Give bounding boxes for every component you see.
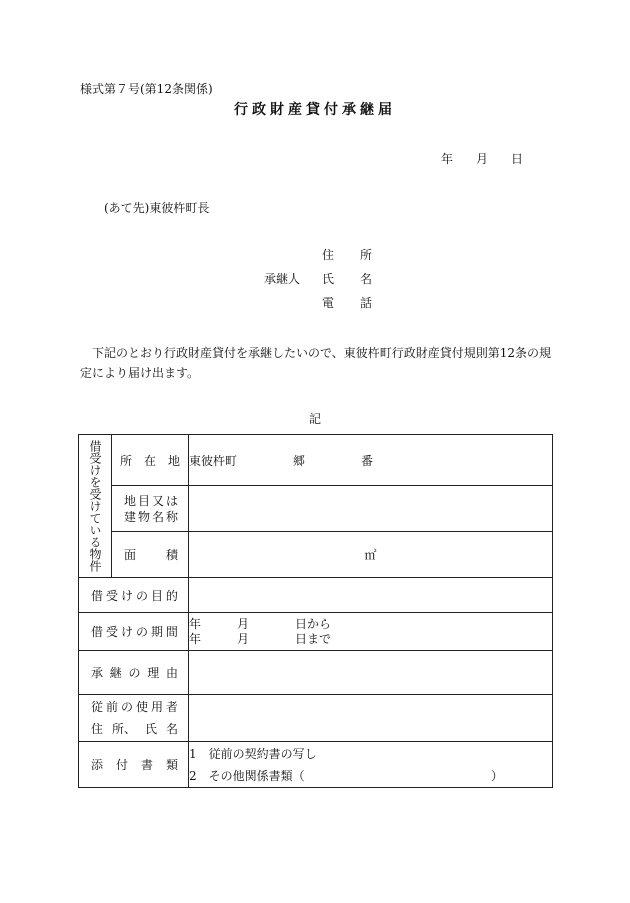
row-location: [79, 435, 553, 486]
group-label: 借受けを受けている物件: [88, 440, 102, 572]
date-day: 日: [511, 152, 524, 166]
attachment-item-2: 2 その他関係書類（ ）: [189, 768, 503, 783]
row-reason: [79, 651, 553, 695]
location-value[interactable]: [189, 435, 553, 486]
ki-heading: 記: [308, 412, 321, 426]
land-category-value[interactable]: [189, 486, 553, 532]
area-value[interactable]: [189, 532, 553, 578]
attachment-item-1: 1 従前の契約書の写し: [189, 746, 317, 761]
row-previous-user: [79, 695, 553, 742]
applicant-block: [264, 243, 372, 315]
body-text: 下記のとおり行政財産貸付を承継したいので、東彼杵町行政財産貸付規則第12条の規定により届け出ます。: [80, 346, 552, 380]
reason-label: 承 継 の 理 由: [79, 651, 189, 695]
document-title: 行政財産貸付承継届: [234, 102, 396, 118]
row-purpose: [79, 578, 553, 613]
group-label-cell: [79, 435, 112, 578]
date-month: 月: [476, 152, 489, 166]
area-label: 面 積: [112, 532, 189, 578]
previous-user-value[interactable]: [189, 695, 553, 742]
location-ban: 番: [361, 453, 374, 468]
row-attachments: [79, 742, 553, 788]
location-go: 郷: [293, 453, 306, 468]
successor-label: 承継人: [264, 272, 301, 286]
land-category-label: 地 目 又 は 建 物 名 称: [112, 486, 189, 532]
name-label: 氏 名: [322, 272, 372, 286]
location-label: 所 在 地: [112, 435, 189, 486]
attachments-label: 添 付 書 類: [79, 742, 189, 788]
form-number: 様式第７号(第12条関係): [80, 82, 213, 96]
property-table: [78, 434, 553, 788]
purpose-label: 借 受 け の 目 的: [79, 578, 189, 613]
area-unit: ㎡: [364, 548, 377, 562]
location-town: 東彼杵町: [189, 453, 238, 468]
phone-label: 電 話: [322, 296, 372, 310]
row-land-category: [79, 486, 553, 532]
addressee: (あて先)東彼杵町長: [104, 201, 210, 215]
row-period: [79, 613, 553, 651]
row-area: [79, 532, 553, 578]
date-year: 年: [441, 152, 454, 166]
attachments-value[interactable]: [189, 742, 553, 788]
date-line: [441, 150, 523, 167]
purpose-value[interactable]: [189, 578, 553, 613]
period-label: 借 受 け の 期 間: [79, 613, 189, 651]
previous-user-label: 従 前 の 使 用 者 住 所、 氏 名: [79, 695, 189, 742]
period-value[interactable]: 年 月 日から 年 月 日まで: [189, 613, 553, 651]
reason-value[interactable]: [189, 651, 553, 695]
address-label: 住 所: [322, 248, 372, 262]
